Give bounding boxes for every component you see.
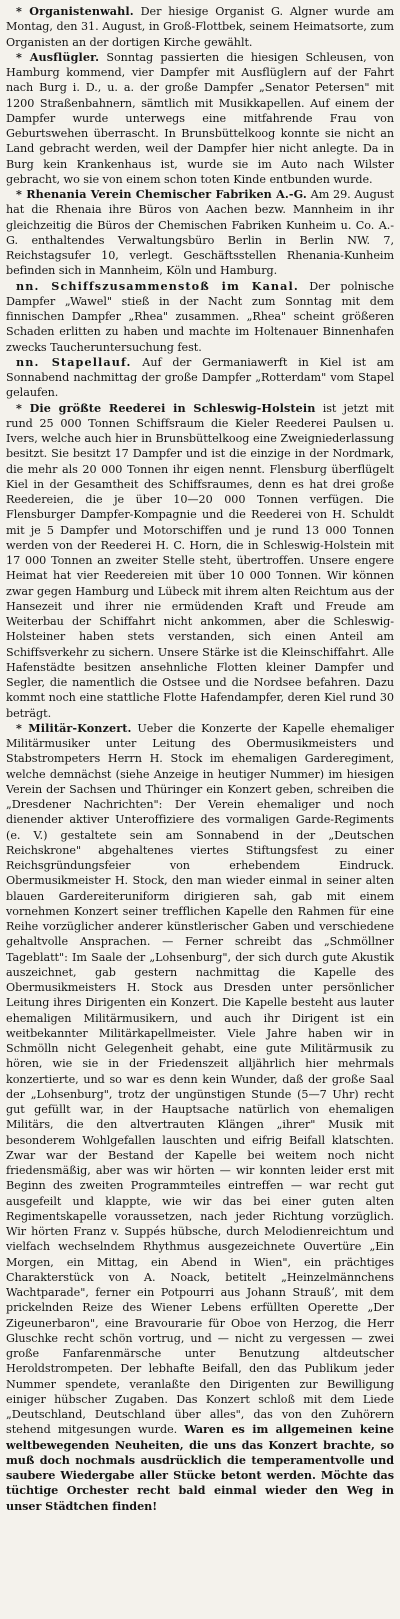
article-stapellauf	[6, 355, 394, 401]
article-body: Der hiesige Organist G. Algner wurde am Montag, den 31. August, in Groß-Flottbek, seinem Heimatsorte, zum Organisten an der dortigen Kirche gewählt.	[6, 5, 394, 49]
article-heading: nn. Stapellauf.	[16, 354, 132, 369]
article-organistenwahl	[6, 4, 394, 50]
article-body: Sonntag passierten die hiesigen Schleusen, von Hamburg kommend, vier Dampfer mit Ausflüglern auf der Fahrt nach Burg i. D., u. a. der große Dampfer „Senator Petersen" mit 1200 Straßenbahnern, sämtlich mit Musikkapellen. Auf einem der Dampfer wurde unterwegs eine mitfahrende Frau von Geburtswehen überrascht. In Brunsbüttelkoog konnte sie nicht an Land gebracht werden, weil der Dampfer hier nicht anlegte. Da in Burg kein Krankenhaus ist, wurde sie im Auto nach Wilster gebracht, wo sie von einem schon toten Kinde entbunden wurde.	[6, 50, 394, 186]
newspaper-column	[6, 4, 394, 1615]
article-heading: * Rhenania Verein Chemischer Fabriken A.-G.	[16, 187, 307, 201]
article-body: Ueber die Konzerte der Kapelle ehemaliger Militärmusiker unter Leitung des Obermusikmeisters und Stabstrompeters Herrn H. Stock im ehemaligen Garderegiment, welche demnächst (siehe Anzeige in heutiger Nummer) im hiesigen Verein der Sachsen und Thüringer ein Konzert geben, schreiben die „Dresdener Nachrichten": Der Verein ehemaliger und noch dienender aktiver Unteroffiziere des vormaligen Garde-Regiments (e. V.) gestaltete sein am Sonnabend in der „Deutschen Reichskrone" abgehaltenes viertes Stiftungsfest zu einer Reichsgründungsfeier von erhebendem Eindruck. Obermusikmeister H. Stock, den man wieder einmal in seiner alten blauen Gardereiteruniform dirigieren sah, gab mit einem vornehmen Konzert seiner trefflichen Kapelle den Rahmen für eine Reihe vorzüglicher anderer künstlerischer Gaben und verschiedene gehaltvolle Ansprachen. — Ferner schreibt das „Schmöllner Tageblatt": Im Saale der „Lohsenburg", der sich durch gute Akustik auszeichnet, gab gestern nachmittag die Kapelle des Obermusikmeisters H. Stock aus Dresden unter persönlicher Leitung ihres Dirigenten ein Konzert. Die Kapelle besteht aus lauter ehemaligen Militärmusikern, und auch ihr Dirigent ist ein weitbekannter Militärkapellmeister. Viele Jahre haben wir in Schmölln nicht Gelegenheit gehabt, eine gute Militärmusik zu hören, wie sie in der Friedenszeit alljährlich hier mehrmals konzertierte, und so war es denn kein Wunder, daß der große Saal der „Lohsenburg", trotz der ungünstigen Stunde (5—7 Uhr) recht gut gefüllt war, in der Hauptsache natürlich von ehemaligen Militärs, die den altvertrauten Klängen „ihrer" Musik mit besonderem Wohlgefallen lauschten und eifrig Beifall klatschten. Zwar war der Bestand der Kapelle bei weitem noch nicht friedensmäßig, aber was wir hörten — wir konnten leider erst mit Beginn des zweiten Programmteiles eintreffen — war recht gut ausgefeilt und klappte, wie wir das bei einer guten alten Regimentskapelle voraussetzen, nach jeder Richtung vorzüglich. Wir hörten Franz v. Suppés hübsche, durch Melodienreichtum und vielfach wechselndem Rhythmus ausgezeichnete Ouvertüre „Ein Morgen, ein Mittag, ein Abend in Wien", ein prächtiges Charakterstück von A. Noack, betitelt „Heinzelmännchens Wachtparade", ferner ein Potpourri aus Johann Straußʼ, mit dem prickelnden Reize des Wiener Lebens erfüllten Operette „Der Zigeunerbaron", eine Bravourarie für Oboe von Herzog, die Herr Gluschke recht schön vortrug, und — nicht zu vergessen — zwei große Fanfarenmärsche unter Benutzung altdeutscher Heroldstrompeten. Der lebhafte Beifall, den das Publikum jeder Nummer spendete, veranlaßte den Dirigenten zur Bewilligung einiger hübscher Zugaben. Das Konzert schloß mit dem Liede „Deutschland, Deutschland über alles", das von den Zuhörern stehend mitgesungen wurde.	[6, 721, 394, 1437]
article-rhenania	[6, 187, 394, 279]
article-body: ist jetzt mit rund 25 000 Tonnen Schiffsraum die Kieler Reederei Paulsen u. Ivers, welche auch hier in Brunsbüttelkoog eine Zweigniederlassung besitzt. Sie besitzt 17 Dampfer und ist die einzige in der Nordmark, die mehr als 20 000 Tonnen ihr eigen nennt. Flensburg überflügelt Kiel in der Gesamtheit des Schiffsraumes, denn es hat drei große Reedereien, die je über 10—20 000 Tonnen verfügen. Die Flensburger Dampfer-Kompagnie und die Reederei von H. Schuldt mit je 5 Dampfer und Motorschiffen und je rund 13 000 Tonnen werden von der Reederei H. C. Horn, die in Schleswig-Holstein mit 17 000 Tonnen an zweiter Stelle steht, übertroffen. Unsere engere Heimat hat vier Reedereien mit über 10 000 Tonnen. Wir können zwar gegen Hamburg und Lübeck mit ihrem alten Reichtum aus der Hansezeit und ihrer nie ermüdenden Kraft und Freude am Weiterbau der Schiffahrt nicht ankommen, aber die Schleswig-Holsteiner haben stets verstanden, sich einen Anteil am Schiffsverkehr zu sichern. Unsere Stärke ist die Kleinschiffahrt. Alle Hafenstädte besitzen ansehnliche Flotten kleiner Dampfer und Segler, die namentlich die Ostsee und die Nordsee befahren. Dazu kommt noch eine stattliche Flotte Hafendampfer, deren Kiel rund 30 beträgt.	[6, 401, 394, 720]
article-body: Der polnische Dampfer „Wawel" stieß in der Nacht zum Sonntag mit dem finnischen Dampfer „Rhea" zusammen. „Rhea" scheint größeren Schaden erlitten zu haben und machte im Holtenauer Binnenhafen zwecks Taucheruntersuchung fest.	[6, 279, 394, 354]
article-militaer-konzert	[6, 721, 394, 1514]
article-heading: * Militär-Konzert.	[16, 720, 132, 735]
article-body: Am 29. August hat die Rhenaia ihre Büros von Aachen bezw. Mannheim in ihr gleichzeitig die Büros der Chemischen Fabriken Kunheim u. Co. A.-G. enthaltendes Verwaltungsbüro Berlin in Berlin NW. 7, Reichstagsufer 10, verlegt. Geschäftsstellen Rhenania-Kunheim befinden sich in Mannheim, Köln und Hamburg.	[6, 188, 394, 278]
article-ausfluegler	[6, 50, 394, 187]
article-heading: * Die größte Reederei in Schleswig-Holstein	[16, 400, 316, 415]
article-heading: * Ausflügler.	[16, 49, 100, 64]
article-schiffszusammenstoss	[6, 279, 394, 355]
article-heading: nn. Schiffszusammenstoß im Kanal.	[16, 278, 299, 293]
article-heading: * Organistenwahl.	[16, 4, 134, 18]
article-closing: Waren es im allgemeinen keine weltbewegenden Neuheiten, die uns das Konzert brachte, so muß doch nochmals ausdrücklich die temperamentvolle und saubere Wiedergabe aller Stücke betont werden. Möchte das tüchtige Orchester recht bald einmal wieder den Weg in unser Städtchen finden!	[6, 1422, 394, 1513]
article-body: Auf der Germaniawerft in Kiel ist am Sonnabend nachmittag der große Dampfer „Rotterdam" vom Stapel gelaufen.	[6, 355, 394, 400]
article-reederei	[6, 401, 394, 721]
